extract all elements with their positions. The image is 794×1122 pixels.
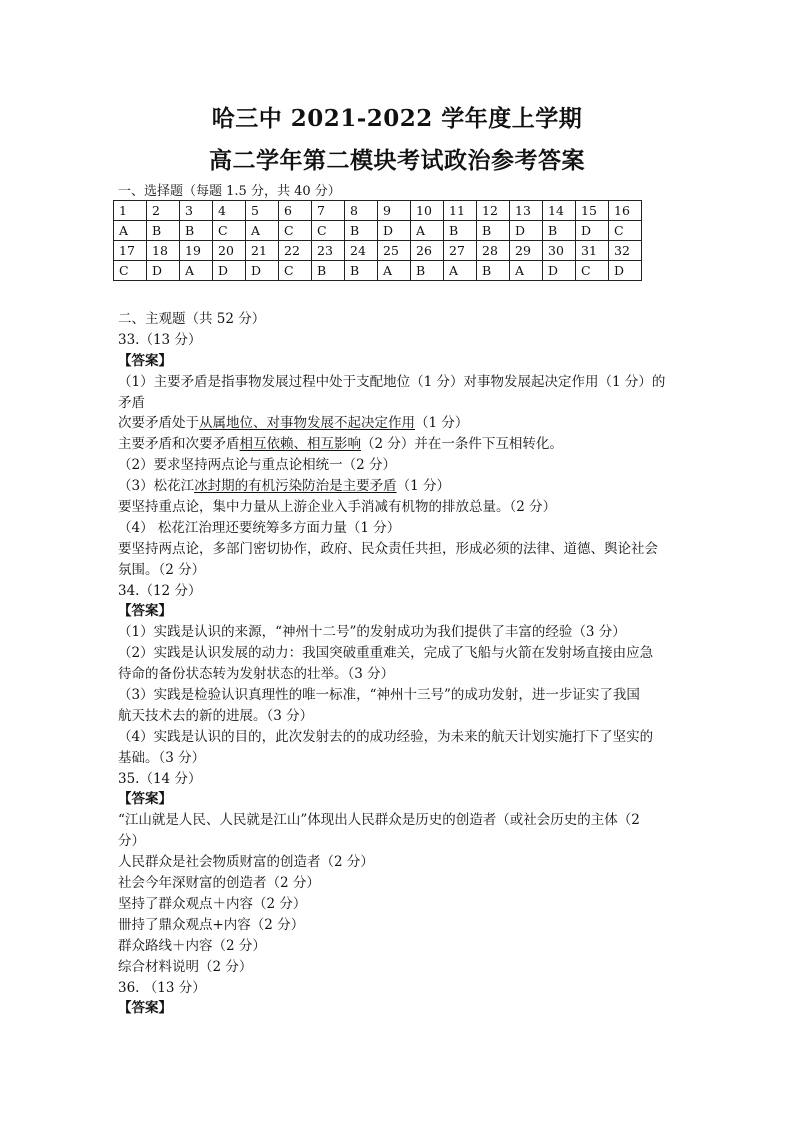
- text-line: [118, 810, 678, 831]
- table-cell: 8: [345, 201, 378, 221]
- table-cell: A: [180, 261, 213, 281]
- text-span: 待命的备份状态转为发射状态的壮举。（3 分）: [118, 666, 395, 683]
- text-line: [118, 372, 678, 393]
- text-line: [118, 685, 678, 706]
- table-cell: B: [180, 221, 213, 241]
- text-span: 要坚持重点论，集中力量从上游企业入手消减有机物的排放总量。（2 分）: [118, 499, 557, 516]
- text-line: [118, 560, 678, 581]
- table-cell: 22: [279, 241, 312, 261]
- text-line: [118, 978, 678, 999]
- table-cell: B: [345, 221, 378, 241]
- text-span: （3）松花江: [118, 478, 195, 495]
- text-line: [118, 831, 678, 852]
- table-cell: D: [576, 221, 609, 241]
- text-line: [118, 873, 678, 894]
- table-cell: 18: [147, 241, 180, 261]
- text-span: （4）实践是认识的目的，此次发射去的的成功经验，为未来的航天计划实施打下了坚实的: [118, 728, 654, 745]
- text-line: [118, 330, 678, 351]
- table-cell: 2: [147, 201, 180, 221]
- table-cell: A: [246, 221, 279, 241]
- table-cell: 5: [246, 201, 279, 221]
- table-cell: C: [576, 261, 609, 281]
- table-cell: D: [510, 221, 543, 241]
- table-cell: 19: [180, 241, 213, 261]
- table-cell: A: [378, 261, 411, 281]
- text-span: 航天技术去的新的进展。（3 分）: [118, 707, 314, 724]
- text-line: [118, 769, 678, 790]
- table-row-question-numbers: [114, 241, 642, 261]
- text-line: [118, 894, 678, 915]
- text-line: [118, 915, 678, 936]
- text-span: 综合材料说明（2 分）: [118, 958, 253, 975]
- text-span: （1 分）: [415, 415, 469, 432]
- text-span: 35.（14 分）: [118, 770, 202, 787]
- text-line: [118, 643, 678, 664]
- table-cell: 21: [246, 241, 279, 261]
- table-cell: 13: [510, 201, 543, 221]
- table-cell: 10: [411, 201, 444, 221]
- table-row-question-numbers: [114, 201, 642, 221]
- table-cell: B: [543, 221, 576, 241]
- table-cell: C: [213, 221, 246, 241]
- table-cell: D: [246, 261, 279, 281]
- table-cell: 20: [213, 241, 246, 261]
- text-span: （2）实践是认识发展的动力：我国突破重重难关，完成了飞船与火箭在发射场直接由应急: [118, 645, 654, 662]
- table-cell: C: [312, 221, 345, 241]
- text-line: [118, 476, 678, 497]
- text-line: [118, 936, 678, 957]
- text-line: [118, 413, 678, 434]
- underlined-text: 从属地位、对事物发展不起决定作用: [199, 415, 415, 432]
- text-line: [118, 309, 678, 330]
- table-cell: B: [477, 261, 510, 281]
- text-line: [118, 539, 678, 560]
- table-cell: 1: [114, 201, 147, 221]
- text-line: [118, 998, 678, 1019]
- text-span: 36. （13 分）: [118, 979, 206, 996]
- table-cell: D: [378, 221, 411, 241]
- text-span: （1 分）: [396, 478, 450, 495]
- table-cell: 15: [576, 201, 609, 221]
- table-cell: 24: [345, 241, 378, 261]
- text-line: [118, 455, 678, 476]
- text-span: 卌持了鼎众观点+内容（2 分）: [118, 916, 305, 933]
- text-line: [118, 601, 678, 622]
- table-cell: 11: [444, 201, 477, 221]
- text-span: （2 分）并在一条件下互相转化。: [361, 436, 563, 453]
- table-cell: 31: [576, 241, 609, 261]
- table-cell: D: [147, 261, 180, 281]
- text-line: [118, 789, 678, 810]
- text-line: [118, 748, 678, 769]
- text-line: [118, 852, 678, 873]
- section1-heading: 一、选择题（每题 1.5 分，共 40 分）: [118, 184, 341, 199]
- text-span: 群众路线＋内容（2 分）: [118, 937, 266, 954]
- text-line: [118, 351, 678, 372]
- table-cell: 28: [477, 241, 510, 261]
- table-cell: C: [279, 261, 312, 281]
- text-line: [118, 706, 678, 727]
- table-cell: 3: [180, 201, 213, 221]
- text-span: 次要矛盾处于: [118, 415, 199, 432]
- table-cell: A: [510, 261, 543, 281]
- text-line: [118, 664, 678, 685]
- text-line: [118, 497, 678, 518]
- table-cell: D: [609, 261, 642, 281]
- table-cell: B: [444, 221, 477, 241]
- table-cell: A: [114, 221, 147, 241]
- table-cell: 26: [411, 241, 444, 261]
- text-span: （3）实践是检验认识真理性的唯一标准，“神州十三号”的成功发射，进一步证实了我国: [118, 687, 640, 704]
- text-span: 基础。（3 分）: [118, 749, 206, 766]
- text-line: [118, 727, 678, 748]
- underlined-text: 相互依赖、相互影响: [239, 436, 361, 453]
- table-cell: B: [147, 221, 180, 241]
- table-cell: A: [411, 221, 444, 241]
- text-span: （1）实践是认识的来源，“神州十二号”的发射成功为我们提供了丰富的经验（3 分）: [118, 624, 626, 641]
- table-cell: 29: [510, 241, 543, 261]
- answer-label: 【答案】: [118, 603, 172, 620]
- table-cell: 6: [279, 201, 312, 221]
- text-line: [118, 518, 678, 539]
- table-cell: 7: [312, 201, 345, 221]
- table-cell: 4: [213, 201, 246, 221]
- text-span: 二、主观题（共 52 分）: [118, 311, 266, 327]
- table-cell: D: [213, 261, 246, 281]
- text-span: “江山就是人民、人民就是江山”体现出人民群众是历史的创造者（或社会历史的主体（2: [118, 812, 640, 829]
- multiple-choice-answer-table: [113, 200, 642, 281]
- table-cell: 9: [378, 201, 411, 221]
- table-row-answers: [114, 221, 642, 241]
- text-line: [118, 957, 678, 978]
- text-span: 33.（13 分）: [118, 331, 202, 348]
- text-span: 要坚持两点论，多部门密切协作，政府、民众责任共担，形成必须的法律、道德、舆论社会: [118, 540, 658, 557]
- table-cell: 17: [114, 241, 147, 261]
- table-cell: 16: [609, 201, 642, 221]
- table-cell: 25: [378, 241, 411, 261]
- document-title-line2: 高二学年第二模块考试政治参考答案: [209, 147, 585, 174]
- text-line: [118, 622, 678, 643]
- text-span: （2）要求坚持两点论与重点论相统一（2 分）: [118, 457, 396, 474]
- table-cell: B: [345, 261, 378, 281]
- text-span: 氛围。（2 分）: [118, 561, 206, 578]
- table-cell: 12: [477, 201, 510, 221]
- table-cell: B: [312, 261, 345, 281]
- text-line: [118, 393, 678, 414]
- text-span: 分）: [118, 833, 145, 850]
- answer-label: 【答案】: [118, 1000, 172, 1017]
- text-span: 34.（12 分）: [118, 582, 202, 599]
- table-cell: C: [279, 221, 312, 241]
- table-cell: D: [543, 261, 576, 281]
- text-span: （4） 松花江治理还要统筹多方面力量（1 分）: [118, 519, 401, 536]
- text-span: 人民群众是社会物质财富的创造者（2 分）: [118, 854, 374, 871]
- underlined-text: 冰封期的有机污染防治是主要矛盾: [194, 478, 397, 495]
- answer-label: 【答案】: [118, 352, 172, 369]
- document-title-line1: 哈三中 2021-2022 学年度上学期: [211, 105, 583, 132]
- text-line: [118, 581, 678, 602]
- table-cell: 30: [543, 241, 576, 261]
- table-cell: 32: [609, 241, 642, 261]
- table-cell: 27: [444, 241, 477, 261]
- table-cell: A: [444, 261, 477, 281]
- table-cell: 23: [312, 241, 345, 261]
- text-span: （1）主要矛盾是指事物发展过程中处于支配地位（1 分）对事物发展起决定作用（1 分）的: [118, 373, 666, 390]
- table-cell: C: [114, 261, 147, 281]
- table-cell: C: [609, 221, 642, 241]
- table-cell: 14: [543, 201, 576, 221]
- text-span: 主要矛盾和次要矛盾: [118, 436, 240, 453]
- answer-label: 【答案】: [118, 791, 172, 808]
- table-row-answers: [114, 261, 642, 281]
- subjective-answers: [118, 309, 678, 1019]
- table-cell: B: [411, 261, 444, 281]
- text-span: 坚持了群众观点＋内容（2 分）: [118, 895, 307, 912]
- text-span: 社会今年深财富的创造者（2 分）: [118, 875, 320, 892]
- text-span: 矛盾: [118, 394, 145, 411]
- text-line: [118, 434, 678, 455]
- table-cell: B: [477, 221, 510, 241]
